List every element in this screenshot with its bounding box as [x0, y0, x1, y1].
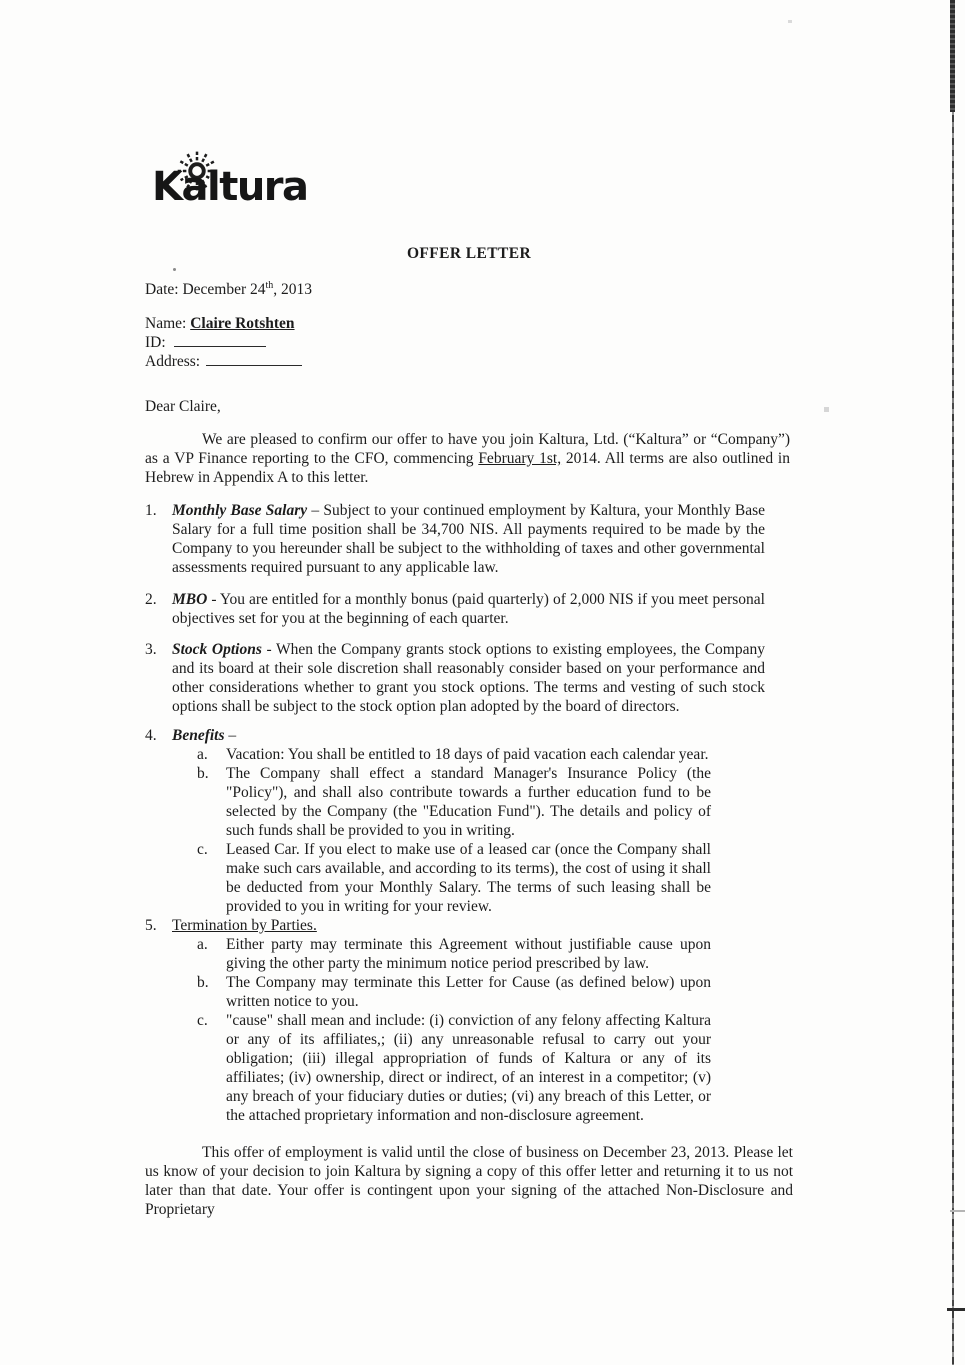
date-year: , 2013 [273, 281, 313, 298]
scan-speck [788, 20, 792, 23]
benefits-sub-item-insurance [197, 764, 711, 840]
termination-sub-item-either-party [197, 935, 711, 973]
sub-item-letter: b. [197, 765, 209, 782]
item-lead: Benefits [172, 727, 225, 744]
item-separator: – [307, 502, 324, 519]
intro-text-pre: We are pleased to confirm our offer to have you join Kaltura, Ltd. (“Kaltura” or “Company”) as a VP Finance reporting to the CFO, commencing [145, 431, 790, 467]
termination-sub-item-cause-definition [197, 1011, 711, 1125]
scan-edge-artifact-line [952, 0, 954, 1365]
item-number: 2. [145, 591, 157, 608]
salutation: Dear Claire, [145, 398, 221, 415]
item-text [172, 726, 765, 745]
closing-paragraph: This offer of employment is valid until the close of business on December 23, 2013. Please let us know of your decision to join Kaltura by signing a copy of this offer letter and returning it to us not later than that date. Your offer is contingent upon your signing of the attached Non-Disclosure and Proprietary [145, 1144, 793, 1218]
sub-item-text: The Company shall effect a standard Manager's Insurance Policy (the "Policy"), and shall also contribute towards a further education fund to be selected by the Company (the "Education Fund"). The details and policy of such funds shall be provided to you in writing. [226, 765, 711, 839]
id-line [145, 333, 793, 352]
item-lead: Monthly Base Salary [172, 502, 308, 519]
address-blank-field [206, 352, 302, 366]
sub-item-letter: c. [197, 1012, 208, 1029]
address-line [145, 352, 793, 371]
sub-item-text: Either party may terminate this Agreement without justifiable cause upon giving the other party the minimum notice period prescribed by law. [226, 936, 711, 972]
item-body: When the Company grants stock options to existing employees, the Company and its board at their sole discretion shall reasonably consider based on your performance and other considerations whether to grant you stock options. The terms and vesting of such stock options shall be subject to the stock option plan adopted by the board of directors. [172, 641, 765, 715]
list-item-monthly-base-salary [145, 501, 765, 577]
address-label: Address: [145, 353, 201, 370]
sub-item-letter: a. [197, 936, 208, 953]
name-label: Name: [145, 315, 191, 332]
id-label: ID: [145, 334, 166, 351]
termination-sub-item-for-cause [197, 973, 711, 1011]
scan-tick-light [950, 1210, 965, 1212]
item-number: 3. [145, 641, 157, 658]
item-lead: Stock Options [172, 641, 262, 658]
start-date-underlined: February 1st, [478, 450, 562, 467]
date-ordinal-suffix: th [265, 279, 274, 291]
item-text [172, 590, 765, 628]
list-item-stock-options [145, 640, 765, 716]
document-title: OFFER LETTER [406, 245, 532, 262]
item-lead: MBO [172, 591, 208, 608]
item-number: 1. [145, 502, 157, 519]
sub-item-letter: a. [197, 746, 208, 763]
benefits-sub-item-vacation [197, 745, 711, 764]
sub-item-text: Leased Car. If you elect to make use of a leased car (once the Company shall make such cars available, and according to its terms), the cost of using it shall be deducted from your Monthly Salary. The terms of such leasing shall be provided to you in writing for your review. [226, 841, 711, 915]
name-value: Claire Rotshten [190, 315, 295, 332]
date-line [145, 280, 793, 299]
item-text [172, 501, 765, 577]
scan-speck [173, 268, 176, 271]
list-item-benefits [145, 726, 765, 745]
sub-item-text: The Company may terminate this Letter for Cause (as defined below) upon written notice to you. [226, 974, 711, 1010]
item-separator: - [207, 591, 220, 608]
item-number: 4. [145, 727, 157, 744]
brand-wordmark: Kaltura [152, 164, 308, 210]
intro-text-post: 2014. All terms are also outlined in Hebrew in Appendix A to this letter. [145, 450, 790, 486]
item-separator: - [261, 641, 276, 658]
list-item-mbo [145, 590, 765, 628]
item-text [172, 916, 765, 935]
sub-item-text: Vacation: You shall be entitled to 18 days of paid vacation each calendar year. [226, 746, 709, 763]
benefits-sub-item-leased-car [197, 840, 711, 916]
name-line [145, 314, 793, 333]
sub-item-letter: c. [197, 841, 208, 858]
sub-item-letter: b. [197, 974, 209, 991]
item-body: You are entitled for a monthly bonus (paid quarterly) of 2,000 NIS if you meet personal objectives set for you at the beginning of each quarter. [172, 591, 765, 627]
intro-paragraph [145, 430, 790, 487]
sub-item-text: "cause" shall mean and include: (i) conviction of any felony affecting Kaltura or any of its affiliates,; (ii) any unreasonable refusal to carry out your obligation; (iii) illegal appropriation of funds of Kaltura or any of its affiliates; (iv) ownership, direct or indirect, of an interest in a competitor; (v) any breach of your fiduciary duties or duties; (vi) any breach of this Letter, or the attached proprietary information and non-disclosure agreement. [226, 1012, 711, 1124]
letter-body [145, 0, 793, 1219]
item-number: 5. [145, 917, 157, 934]
item-lead-underlined: Termination by Parties. [172, 917, 317, 934]
id-blank-field [174, 333, 266, 347]
item-body: Subject to your continued employment by Kaltura, your Monthly Base Salary for a full time position shall be 34,700 NIS. All payments required to be made by the Company to you hereunder shall be subject to the withholding of taxes and other governmental assessments required pursuant to any applicable law. [172, 502, 766, 576]
item-separator: – [224, 727, 237, 744]
date-label: Date: [145, 281, 183, 298]
scan-speck [824, 407, 829, 412]
list-item-termination [145, 916, 765, 935]
scan-edge-artifact-top [950, 0, 955, 112]
date-value: December 24 [182, 281, 266, 298]
scan-tick-dark [947, 1308, 965, 1311]
item-text [172, 640, 765, 716]
